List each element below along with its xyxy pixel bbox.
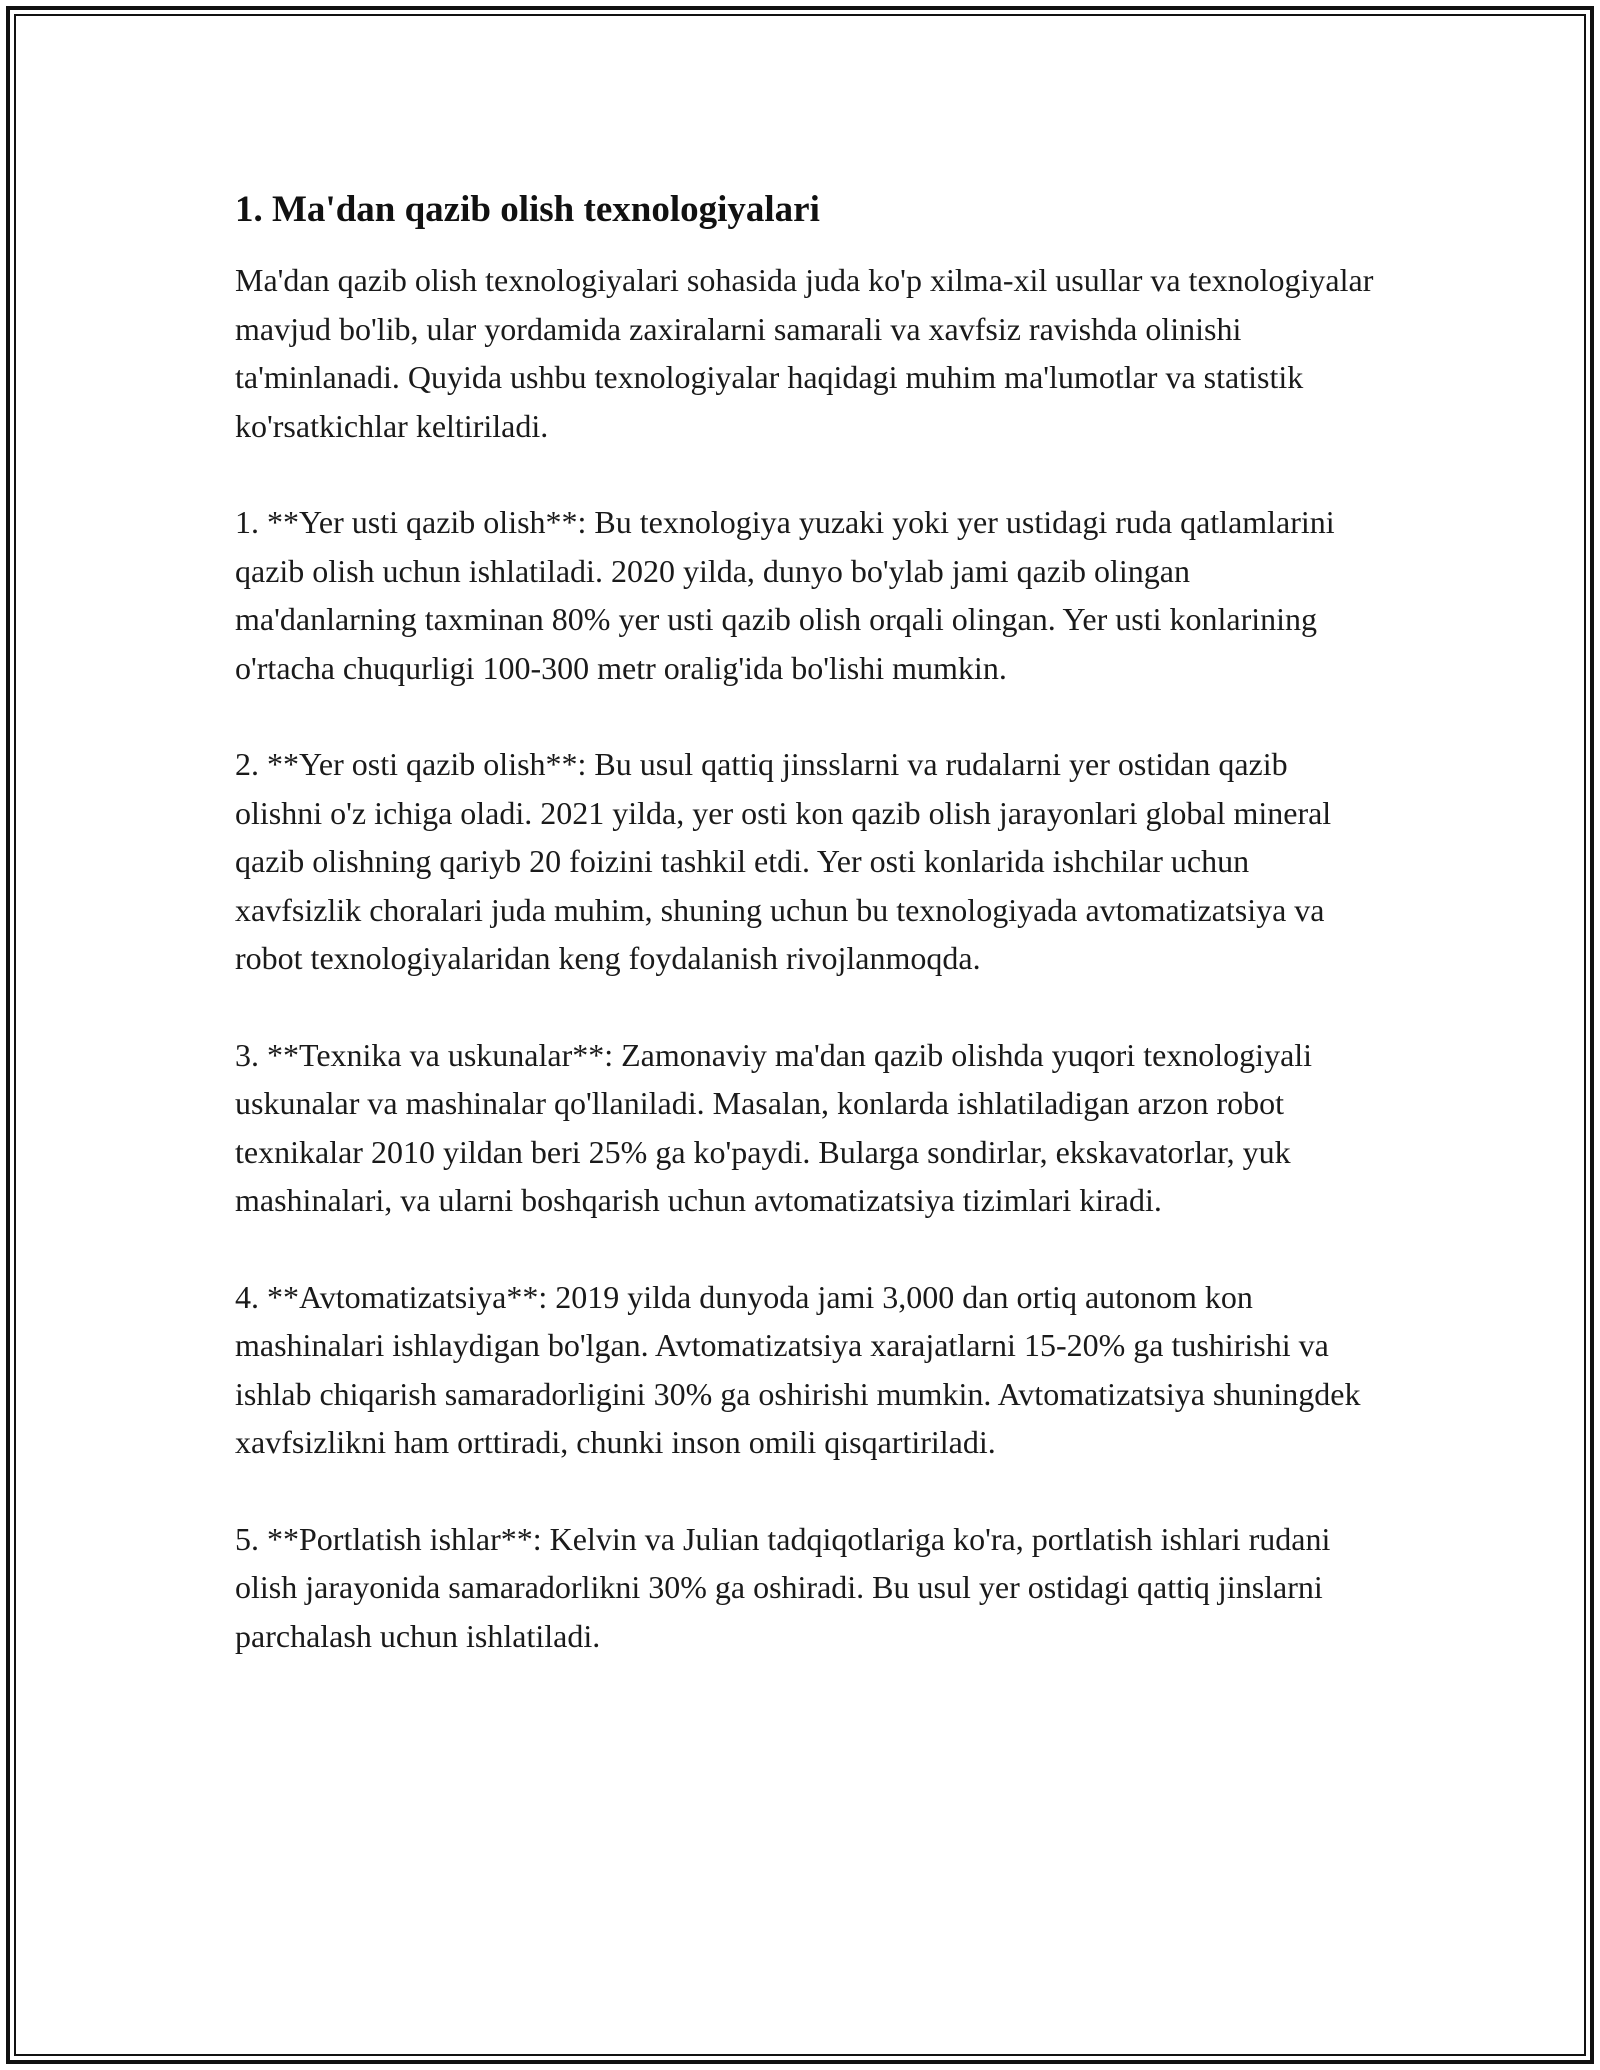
list-item-automation: 4. **Avtomatizatsiya**: 2019 yilda dunyoda jami 3,000 dan ortiq autonom kon mashinalari ishlaydigan bo'lgan. Avtomatizatsiya xarajatlarni 15-20% ga tushirishi va ishlab chiqarish samaradorligini 30% ga oshirishi mumkin. Avtomatizatsiya shuningdek xavfsizlikni ham orttiradi, chunki inson omili qisqartiriladi. [235, 1278, 1361, 1460]
list-item-underground-mining: 2. **Yer osti qazib olish**: Bu usul qattiq jinsslarni va rudalarni yer ostidan qazib olishni o'z ichiga oladi. 2021 yilda, yer osti kon qazib olish jarayonlari global mineral qazib olishning qariyb 20 foizini tashkil etdi. Yer osti konlarida ishchilar uchun xavfsizlik choralari juda muhim, shuning uchun bu texnologiyada avtomatizatsiya va robot texnologiyalaridan keng foydalanish rivojlanmoqda. [235, 746, 1332, 976]
intro-paragraph: Ma'dan qazib olish texnologiyalari sohasida juda ko'p xilma-xil usullar va texnologiyalar mavjud bo'lib, ular yordamida zaxiralarni samarali va xavfsiz ravishda olinishi ta'minlanadi. Quyida ushbu texnologiyalar haqidagi muhim ma'lumotlar va statistik ko'rsatkichlar keltiriladi. [235, 262, 1374, 444]
list-item-blasting: 5. **Portlatish ishlar**: Kelvin va Julian tadqiqotlariga ko'ra, portlatish ishlari rudani olish jarayonida samaradorlikni 30% ga oshiradi. Bu usul yer ostidagi qattiq jinslarni parchalash uchun ishlatiladi. [235, 1520, 1331, 1654]
document-body [235, 186, 1375, 1708]
list-item-surface-mining: 1. **Yer usti qazib olish**: Bu texnologiya yuzaki yoki yer ustidagi ruda qatlamlarini qazib olish uchun ishlatiladi. 2020 yilda, dunyo bo'ylab jami qazib olingan ma'danlarning taxminan 80% yer usti qazib olish orqali olingan. Yer usti konlarining o'rtacha chuqurligi 100-300 metr oralig'ida bo'lishi mumkin. [235, 504, 1335, 686]
list-item-equipment: 3. **Texnika va uskunalar**: Zamonaviy ma'dan qazib olishda yuqori texnologiyali uskunalar va mashinalar qo'llaniladi. Masalan, konlarda ishlatiladigan arzon robot texnikalar 2010 yildan beri 25% ga ko'paydi. Bularga sondirlar, ekskavatorlar, yuk mashinalari, va ularni boshqarish uchun avtomatizatsiya tizimlari kiradi. [235, 1036, 1313, 1218]
section-heading: 1. Ma'dan qazib olish texnologiyalari [235, 189, 820, 230]
